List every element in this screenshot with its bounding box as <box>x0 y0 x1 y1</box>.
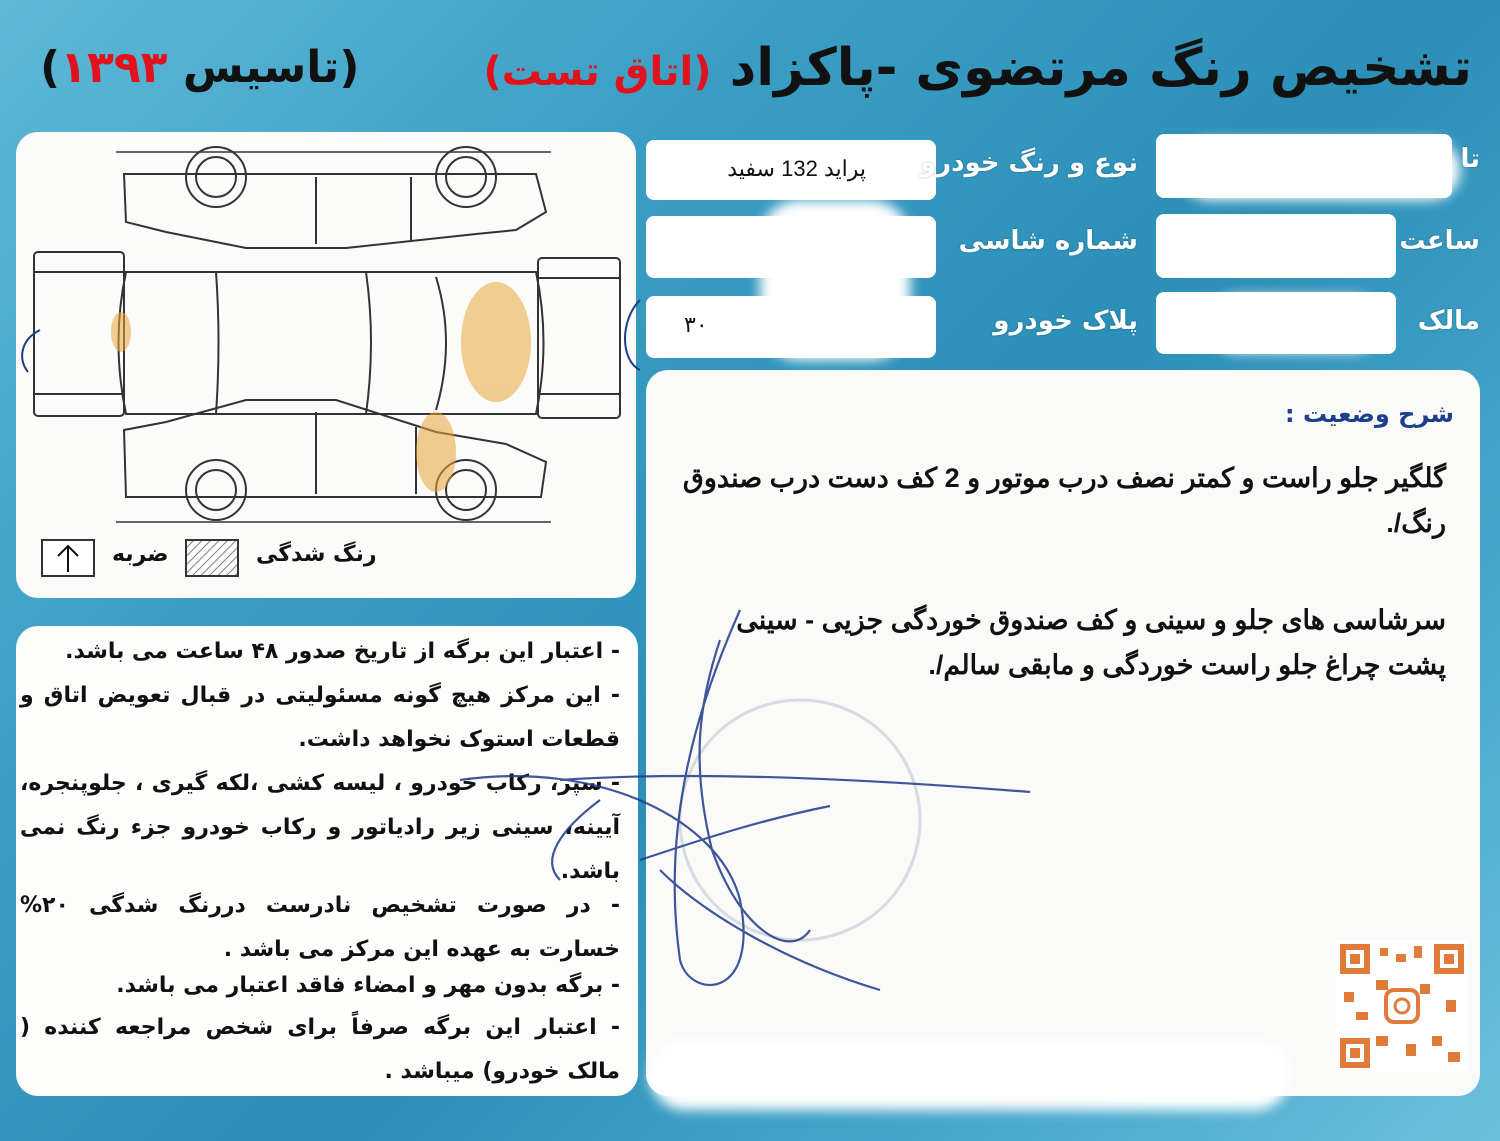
date-label: تا <box>1460 144 1480 174</box>
term-item: - برگه بدون مهر و امضاء فاقد اعتبار می باشد. <box>116 973 620 998</box>
term-item: - در صورت تشخیص نادرست دررنگ شدگی ۲۰% خسارت به عهده این مرکز می باشد . <box>20 893 620 962</box>
term-item: - اعتبار این برگه از تاریخ صدور ۴۸ ساعت می باشد. <box>65 639 620 664</box>
description-paragraph-1: گلگیر جلو راست و کمتر نصف درب موتور و 2 کف دست درب صندوق رنگ/. <box>682 463 1446 538</box>
founded-suffix: ) <box>40 42 61 93</box>
founded-prefix: (تاسیس <box>182 42 360 93</box>
term-item: - این مرکز هیچ گونه مسئولیتی در قبال تعویض اتاق و قطعات استوک نخواهد داشت. <box>20 683 620 752</box>
description-paragraph-2: سرشاسی های جلو و سینی و کف صندوق خوردگی جزیی - سینی پشت چراغ جلو راست خوردگی و مابقی سالم/. <box>736 605 1446 680</box>
bluepen-mark <box>22 330 40 372</box>
paint-legend-label: رنگ شدگی <box>256 542 377 567</box>
owner-label: مالک <box>1417 306 1480 336</box>
plate-label: پلاک خودرو <box>993 306 1138 336</box>
description-title: شرح وضعیت : <box>1285 400 1454 428</box>
plate-value: ۳۰ <box>684 312 708 337</box>
term-item: - سپر، رکاب خودرو ، لیسه کشی ،لکه گیری ، جلوپنجره، آیینه، سینی زیر رادیاتور و رکاب خودرو جزء رنگ نمی باشد. <box>20 771 620 884</box>
chassis-label: شماره شاسی <box>958 226 1138 256</box>
founded-year: ۱۳۹۳ <box>60 42 168 93</box>
time-label: ساعت <box>1399 226 1480 256</box>
title-tag: (اتاق تست) <box>483 49 712 95</box>
stamp-seal <box>680 700 920 940</box>
vehicle-type-label: نوع و رنگ خودرو <box>919 148 1138 178</box>
term-item: - اعتبار این برگه صرفاً برای شخص مراجعه کننده ( مالک خودرو) میباشد . <box>20 1015 620 1084</box>
dent-legend-label: ضربه <box>112 542 169 567</box>
vehicle-type-value: پراید 132 سفید <box>727 156 866 181</box>
title-main: تشخیص رنگ مرتضوی -پاکزاد <box>729 38 1472 98</box>
bluepen-mark <box>625 300 640 370</box>
